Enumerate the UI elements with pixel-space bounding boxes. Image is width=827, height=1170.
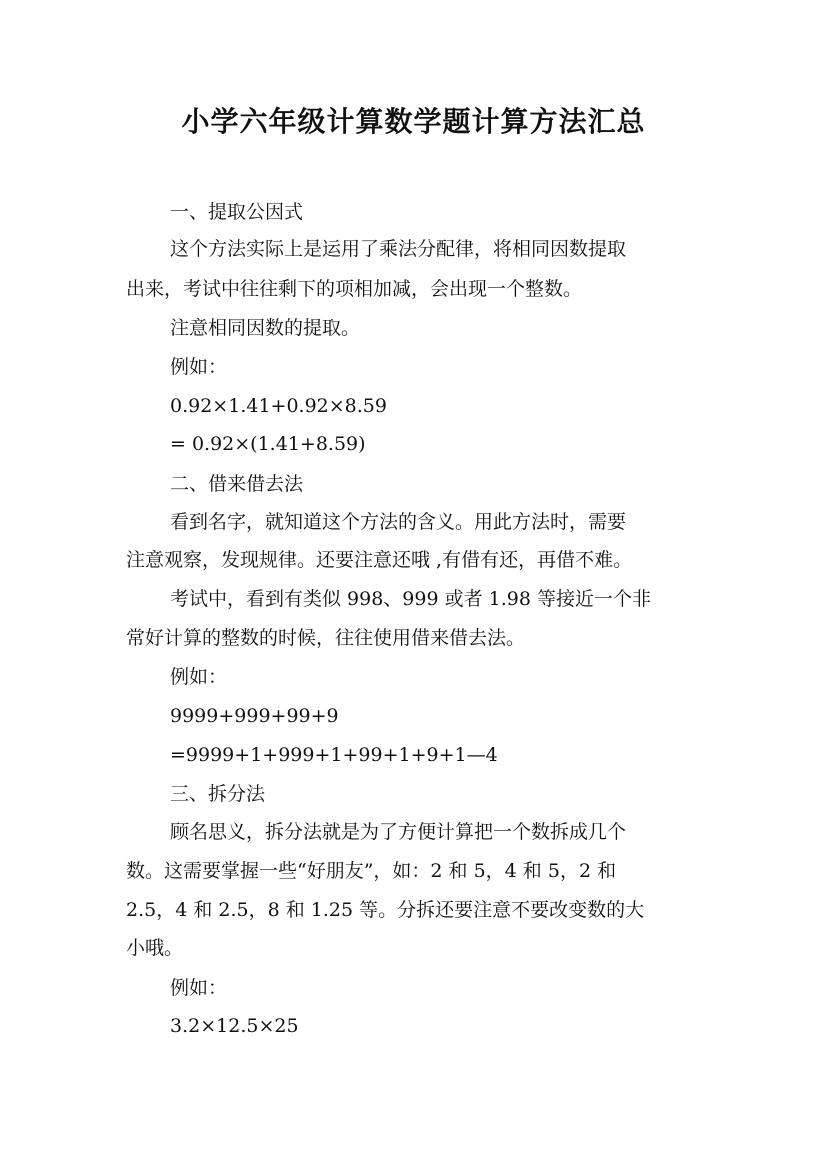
- paragraph-line: 看到名字，就知道这个方法的含义。用此方法时，需要: [170, 511, 627, 533]
- formula-line: 0.92×1.41+0.92×8.59: [170, 395, 387, 417]
- paragraph-line: 小哦。: [126, 937, 184, 959]
- paragraph-line: 这个方法实际上是运用了乘法分配律，将相同因数提取: [170, 238, 627, 260]
- formula-line: 9999+999+99+9: [170, 705, 339, 727]
- example-label: 例如：: [170, 977, 228, 999]
- formula-line: =9999+1+999+1+99+1+9+1—4: [170, 744, 498, 766]
- formula-line: = 0.92×(1.41+8.59): [170, 433, 366, 455]
- paragraph-line: 顾名思义，拆分法就是为了方便计算把一个数拆成几个: [170, 821, 627, 843]
- example-label: 例如：: [170, 356, 228, 378]
- document-title: 小学六年级计算数学题计算方法汇总: [181, 105, 646, 138]
- paragraph-line: 考试中，看到有类似 998、999 或者 1.98 等接近一个非: [170, 588, 651, 610]
- section-heading-2: 二、借来借去法: [170, 473, 304, 495]
- paragraph-line: 常好计算的整数的时候，往往使用借来借去法。: [126, 627, 526, 649]
- section-heading-1: 一、提取公因式: [170, 201, 304, 223]
- paragraph-line: 注意相同因数的提取。: [170, 317, 361, 339]
- paragraph-line: 数。这需要掌握一些“好朋友”，如：2 和 5，4 和 5，2 和: [126, 860, 617, 882]
- paragraph-line: 注意观察，发现规律。还要注意还哦 ,有借有还，再借不难。: [126, 549, 633, 571]
- formula-line: 3.2×12.5×25: [170, 1015, 299, 1037]
- paragraph-line: 出来，考试中往往剩下的项相加减，会出现一个整数。: [126, 278, 583, 300]
- section-heading-3: 三、拆分法: [170, 783, 266, 805]
- example-label: 例如：: [170, 666, 228, 688]
- paragraph-line: 2.5，4 和 2.5，8 和 1.25 等。分拆还要注意不要改变数的大: [126, 899, 645, 921]
